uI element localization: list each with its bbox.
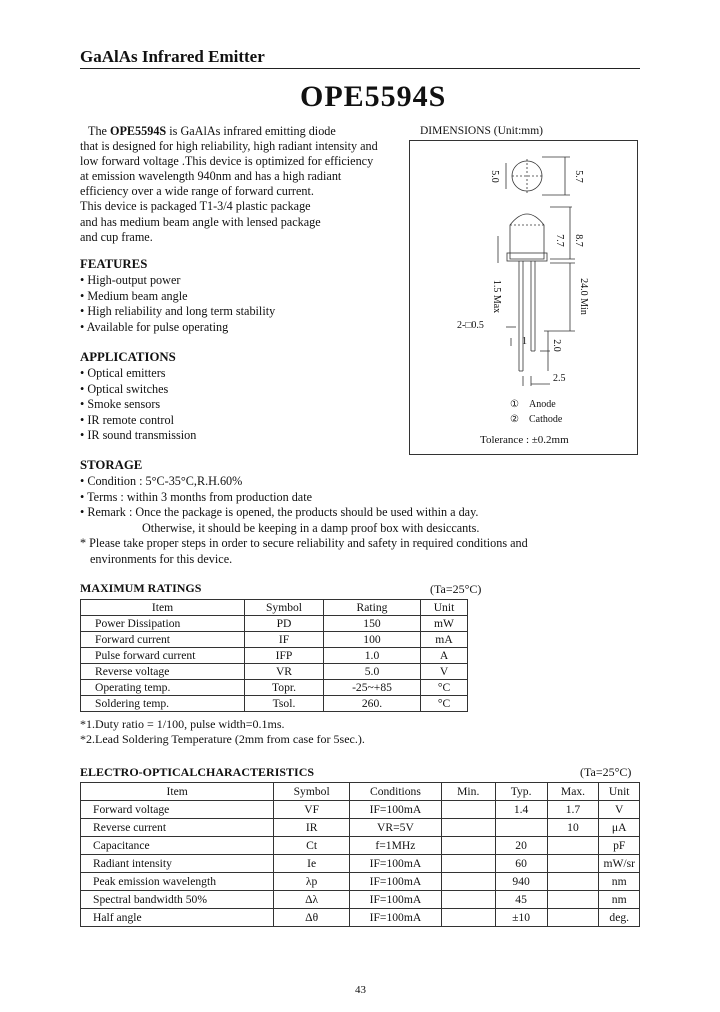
dim-2-5: 2.5 (553, 373, 566, 384)
dim-5-0: 5.0 (488, 170, 500, 183)
table-row (81, 632, 468, 648)
storage-line: • Condition : 5°C-35°C,R.H.60% (80, 474, 243, 488)
max-ratings-heading: MAXIMUM RATINGS (80, 581, 202, 595)
features-section (80, 257, 275, 335)
col-symbol: Symbol (245, 600, 324, 616)
features-heading: FEATURES (80, 257, 148, 271)
table-row (81, 837, 640, 855)
table-cell (547, 855, 599, 873)
table-row (81, 648, 468, 664)
table-cell: Reverse current (81, 819, 274, 837)
table-cell: deg. (599, 909, 640, 927)
table-cell (441, 837, 495, 855)
table-cell: °C (421, 696, 468, 712)
table-cell: V (421, 664, 468, 680)
storage-section (80, 458, 640, 568)
table-cell: Half angle (81, 909, 274, 927)
header-rule (80, 68, 640, 69)
table-cell: 1.0 (324, 648, 421, 664)
table-cell: ±10 (495, 909, 547, 927)
storage-line: Otherwise, it should be keeping in a damp proof box with desiccants. (142, 520, 480, 535)
col-unit: Unit (421, 600, 468, 616)
legend-cathode: ② Cathode (510, 414, 563, 425)
table-cell: Capacitance (81, 837, 274, 855)
table-cell: nm (599, 891, 640, 909)
table-cell: A (421, 648, 468, 664)
table-row (81, 909, 640, 927)
table-cell: Δθ (274, 909, 350, 927)
eo-heading: ELECTRO-OPTICALCHARACTERISTICS (80, 765, 315, 779)
note-soldering: *2.Lead Soldering Temperature (2mm from case for 5sec.). (80, 732, 365, 746)
applications-heading: APPLICATIONS (80, 350, 176, 364)
table-cell: V (599, 801, 640, 819)
note-duty-ratio: *1.Duty ratio = 1/100, pulse width=0.1ms. (80, 717, 285, 731)
table-cell (547, 891, 599, 909)
table-cell: °C (421, 680, 468, 696)
table-cell: Δλ (274, 891, 350, 909)
application-item: • IR remote control (80, 413, 196, 429)
tolerance: Tolerance : ±0.2mm (480, 434, 569, 446)
table-cell (547, 837, 599, 855)
intro-line: low forward voltage .This device is optimized for efficiency (80, 154, 374, 169)
max-ratings-condition: (Ta=25°C) (430, 582, 482, 596)
table-cell: VR=5V (350, 819, 442, 837)
table-cell: Radiant intensity (81, 855, 274, 873)
table-cell: nm (599, 873, 640, 891)
page-number: 43 (355, 984, 366, 996)
intro-line: at emission wavelength 940nm and has a high radiant (80, 169, 342, 184)
table-cell: 150 (324, 616, 421, 632)
application-item: • IR sound transmission (80, 428, 196, 444)
storage-line: environments for this device. (90, 551, 233, 566)
table-cell: 45 (495, 891, 547, 909)
intro-line: This device is packaged T1-3/4 plastic package (80, 199, 311, 214)
dim-2-0: 2.0 (550, 339, 562, 352)
table-cell: 20 (495, 837, 547, 855)
table-cell (441, 801, 495, 819)
table-cell: 940 (495, 873, 547, 891)
table-cell: Ie (274, 855, 350, 873)
table-cell (441, 819, 495, 837)
table-cell: -25~+85 (324, 680, 421, 696)
table-cell: Forward current (81, 632, 245, 648)
table-cell: 1.4 (495, 801, 547, 819)
storage-line: • Remark : Once the package is opened, the products should be used within a day. (80, 505, 479, 520)
table-cell: Tsol. (245, 696, 324, 712)
feature-item: • High-output power (80, 273, 275, 289)
table-cell: Peak emission wavelength (81, 873, 274, 891)
table-cell: IFP (245, 648, 324, 664)
table-cell: Pulse forward current (81, 648, 245, 664)
col-rating: Rating (324, 600, 421, 616)
table-cell: f=1MHz (350, 837, 442, 855)
table-cell: 100 (324, 632, 421, 648)
max-ratings-notes (80, 717, 365, 747)
eo-table (80, 782, 640, 927)
dim-lead-size: 2-□0.5 (457, 320, 484, 331)
intro-line: efficiency over a wide range of forward current. (80, 184, 314, 199)
series-title: GaAlAs Infrared Emitter (80, 47, 265, 66)
table-cell: IF=100mA (350, 801, 442, 819)
table-cell: Topr. (245, 680, 324, 696)
table-cell: λp (274, 873, 350, 891)
table-row (81, 616, 468, 632)
application-item: • Smoke sensors (80, 397, 196, 413)
table-cell: IF=100mA (350, 891, 442, 909)
table-row (81, 696, 468, 712)
table-cell (547, 909, 599, 927)
table-cell: Spectral bandwidth 50% (81, 891, 274, 909)
intro-line: and cup frame. (80, 229, 153, 244)
dim-5-7: 5.7 (572, 170, 584, 183)
application-item: • Optical emitters (80, 366, 196, 382)
dim-7-7: 7.7 (553, 234, 565, 247)
table-cell (441, 891, 495, 909)
table-cell: Soldering temp. (81, 696, 245, 712)
feature-item: • Medium beam angle (80, 289, 275, 305)
table-cell: Operating temp. (81, 680, 245, 696)
table-cell: IF=100mA (350, 873, 442, 891)
intro-paragraph (80, 124, 398, 245)
table-cell: mW/sr (599, 855, 640, 873)
table-row (81, 855, 640, 873)
table-cell: mA (421, 632, 468, 648)
table-header-row (81, 600, 468, 616)
application-item: • Optical switches (80, 382, 196, 398)
eo-condition: (Ta=25°C) (580, 765, 632, 779)
table-cell: Power Dissipation (81, 616, 245, 632)
table-cell (441, 873, 495, 891)
col-item: Item (81, 600, 245, 616)
table-cell: pF (599, 837, 640, 855)
dimensions-drawing-box (409, 140, 638, 455)
feature-item: • High reliability and long term stability (80, 304, 275, 320)
storage-line: • Terms : within 3 months from production date (80, 489, 313, 504)
feature-item: • Available for pulse operating (80, 320, 275, 336)
table-cell (495, 819, 547, 837)
legend-anode: ① Anode (510, 399, 556, 410)
intro-line: that is designed for high reliability, high radiant intensity and (80, 139, 378, 154)
table-cell: Forward voltage (81, 801, 274, 819)
storage-heading: STORAGE (80, 458, 143, 472)
table-cell: 1.7 (547, 801, 599, 819)
table-cell: 10 (547, 819, 599, 837)
table-cell: 5.0 (324, 664, 421, 680)
dim-24-min: 24.0 Min (577, 278, 589, 315)
dim-8-7: 8.7 (572, 234, 584, 247)
table-cell (547, 873, 599, 891)
table-row (81, 801, 640, 819)
storage-line: * Please take proper steps in order to secure reliability and safety in required conditions and (80, 536, 528, 551)
dim-1-5-max: 1.5 Max (491, 279, 503, 314)
table-cell: IF (245, 632, 324, 648)
table-cell: mW (421, 616, 468, 632)
table-cell: Reverse voltage (81, 664, 245, 680)
table-cell: VR (245, 664, 324, 680)
intro-line-0: The OPE5594S is GaAlAs infrared emitting diode (88, 124, 336, 138)
dim-1: 1 (522, 336, 527, 347)
table-row (81, 664, 468, 680)
dimensions-label: DIMENSIONS (Unit:mm) (420, 125, 543, 137)
table-cell: IF=100mA (350, 855, 442, 873)
table-cell: PD (245, 616, 324, 632)
table-header-row: Item Symbol Conditions Min. Typ. Max. Unit (81, 783, 640, 801)
applications-section (80, 350, 196, 444)
table-cell: 60 (495, 855, 547, 873)
table-row (81, 680, 468, 696)
table-cell (441, 909, 495, 927)
max-ratings-table (80, 599, 468, 712)
table-cell: IF=100mA (350, 909, 442, 927)
table-cell (441, 855, 495, 873)
intro-line: and has medium beam angle with lensed package (80, 214, 321, 229)
table-cell: VF (274, 801, 350, 819)
table-cell: Ct (274, 837, 350, 855)
table-row (81, 891, 640, 909)
table-cell: μA (599, 819, 640, 837)
intro-part-bold: OPE5594S (110, 124, 167, 138)
table-row (81, 819, 640, 837)
table-row (81, 873, 640, 891)
part-number: OPE5594S (300, 80, 447, 113)
table-cell: IR (274, 819, 350, 837)
table-cell: 260. (324, 696, 421, 712)
